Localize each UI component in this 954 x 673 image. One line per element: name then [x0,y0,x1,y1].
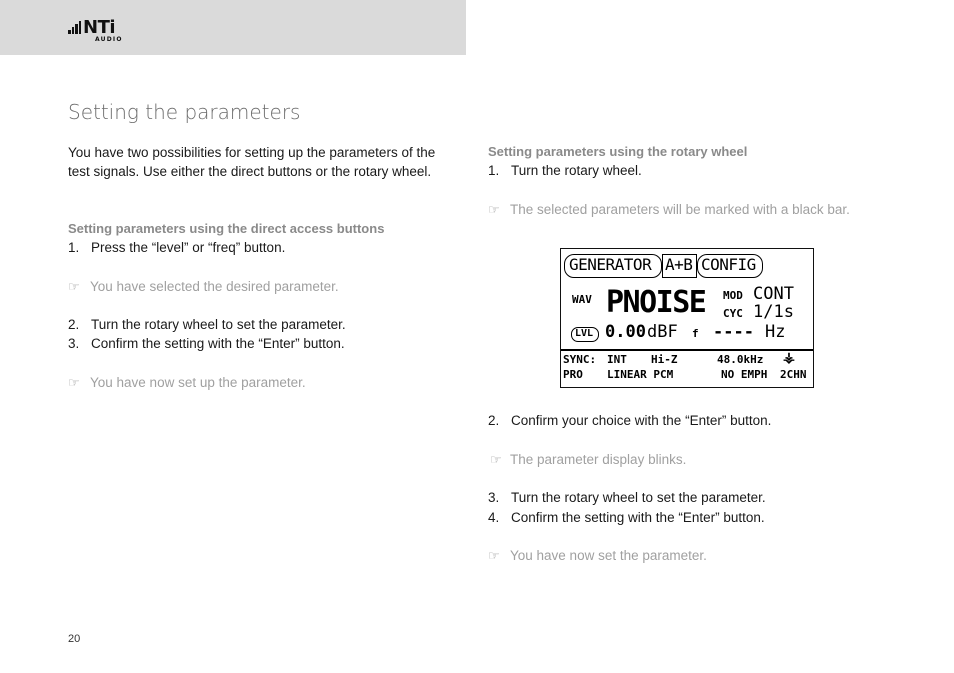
header-bar [0,0,466,55]
linear-pcm: LINEAR PCM [607,368,674,381]
logo-text: NTi [83,17,116,38]
step-number: 4. [488,510,500,525]
step-text: Press the “level” or “freq” button. [91,240,286,255]
wav-label: WAV [572,293,592,306]
pointing-hand-icon: ☞ [68,375,80,390]
note-text: You have now set the parameter. [510,548,707,563]
signal-bars-icon [68,23,82,34]
pro-label: PRO [563,368,583,381]
left-note-1 [68,279,339,295]
intro-line-2: test signals. Use either the direct buttons or the rotary wheel. [68,164,432,179]
left-step-1 [68,240,285,255]
channels: 2CHN [780,368,807,381]
lvl-label: LVL [575,328,594,339]
impedance: Hi-Z [651,353,678,366]
pointing-hand-icon: ☞ [490,452,502,467]
page-heading: Setting the parameters [68,100,301,124]
intro-line-1: You have two possibilities for setting up the parameters of the [68,145,436,160]
sample-rate: 48.0kHz [717,353,764,366]
mod-value: CONT [753,284,794,304]
sync-label: SYNC: [563,353,597,366]
right-note-1 [488,202,850,218]
nti-audio-logo [68,18,138,46]
logo-subtext: AUDIO [95,36,123,43]
right-note-2 [490,452,686,468]
step-number: 3. [488,490,500,505]
step-text: Turn the rotary wheel to set the parameter. [91,317,346,332]
pointing-hand-icon: ☞ [488,548,500,563]
cyc-value: 1/1s [753,302,794,322]
level-value: 0.00 [605,322,646,342]
step-number: 1. [68,240,80,255]
note-text: The parameter display blinks. [510,452,687,467]
step-text: Confirm the setting with the “Enter” button. [91,336,345,351]
left-step-2 [68,317,346,332]
no-emph: NO EMPH [721,368,768,381]
pointing-hand-icon: ☞ [68,279,80,294]
right-step-1 [488,163,642,178]
step-number: 2. [68,317,80,332]
subheading-rotary-wheel: Setting parameters using the rotary wheel [488,144,748,159]
wave-name: PNOISE [606,285,706,320]
freq-unit: Hz [765,322,786,342]
pointing-hand-icon: ☞ [488,202,500,217]
lcd-divider [561,349,813,351]
subheading-direct-buttons: Setting parameters using the direct access buttons [68,221,385,236]
note-text: You have selected the desired parameter. [90,279,339,294]
left-step-3 [68,336,345,351]
left-note-2 [68,375,306,391]
note-text: The selected parameters will be marked with a black bar. [510,202,850,217]
step-number: 1. [488,163,500,178]
step-number: 2. [488,413,500,428]
right-note-3 [488,548,707,564]
level-unit: dBF [647,322,678,342]
cyc-label: CYC [723,307,743,320]
tab-generator-label: GENERATOR [569,255,652,274]
mod-label: MOD [723,289,743,302]
step-number: 3. [68,336,80,351]
step-text: Confirm your choice with the “Enter” button. [511,413,772,428]
step-text: Confirm the setting with the “Enter” button. [511,510,765,525]
right-step-2 [488,413,771,428]
sync-value: INT [607,353,627,366]
right-step-3 [488,490,766,505]
generator-lcd-display [560,248,814,388]
tab-config-label: CONFIG [701,255,756,274]
right-step-4 [488,510,765,525]
page-number: 20 [68,633,81,645]
note-text: You have now set up the parameter. [90,375,306,390]
freq-value: ---- [713,322,754,342]
sync-lock-icon: ⚶ [783,350,795,366]
freq-label: f [692,327,699,340]
tab-ab-label: A+B [665,255,693,274]
step-text: Turn the rotary wheel. [511,163,642,178]
step-text: Turn the rotary wheel to set the parameter. [511,490,766,505]
